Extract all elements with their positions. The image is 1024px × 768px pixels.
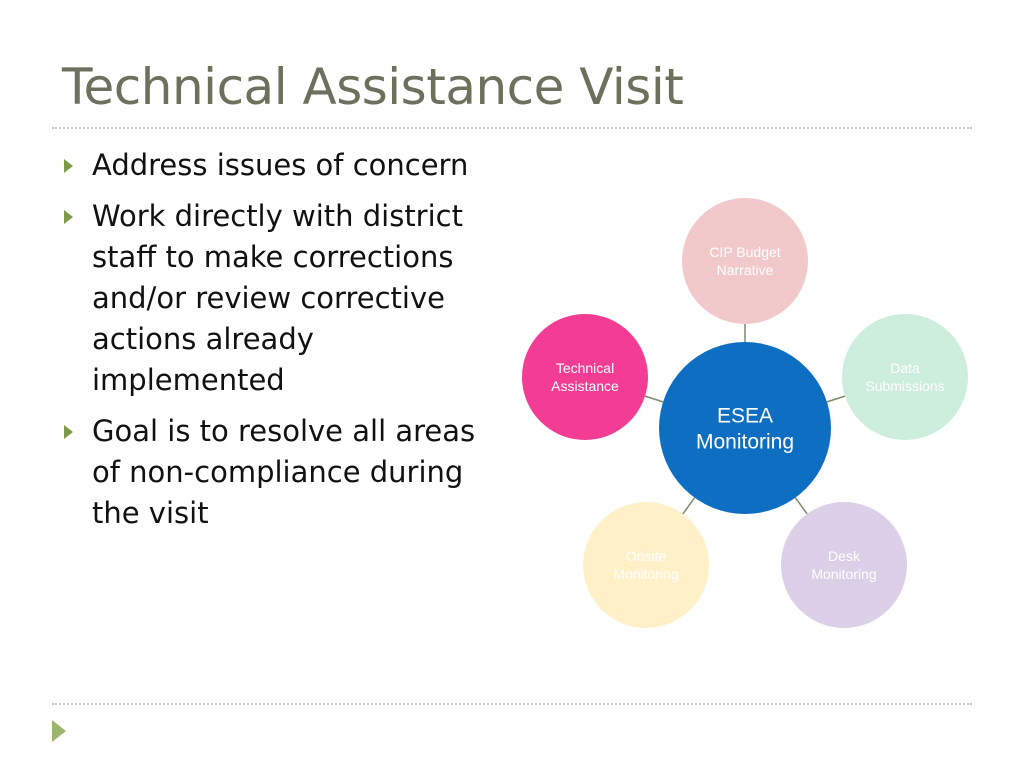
bullet-text: Work directly with district staff to make corrections and/or review corrective actions already implemented: [92, 199, 463, 397]
bullet-text: Goal is to resolve all areas of non-compliance during the visit: [92, 414, 476, 530]
connector-line: [827, 396, 845, 402]
bullet-text: Address issues of concern: [92, 148, 469, 182]
connector-line: [683, 498, 695, 514]
diagram-node-label: CIP Budget Narrative: [709, 243, 781, 278]
footer-divider: [52, 703, 972, 705]
diagram-center-circle: [659, 342, 831, 514]
slide-title: Technical Assistance Visit: [62, 58, 684, 116]
diagram-center-label: ESEA Monitoring: [695, 404, 795, 454]
diagram-node-label: Technical Assistance: [551, 359, 619, 394]
corner-arrow-icon: [52, 720, 66, 742]
diagram-node-label: Desk Monitoring: [811, 547, 877, 582]
diagram-node-label: Onsite Monitoring: [613, 547, 679, 582]
connector-line: [795, 498, 807, 514]
diagram-node-label: Data Submissions: [865, 359, 945, 394]
connector-line: [645, 396, 663, 402]
